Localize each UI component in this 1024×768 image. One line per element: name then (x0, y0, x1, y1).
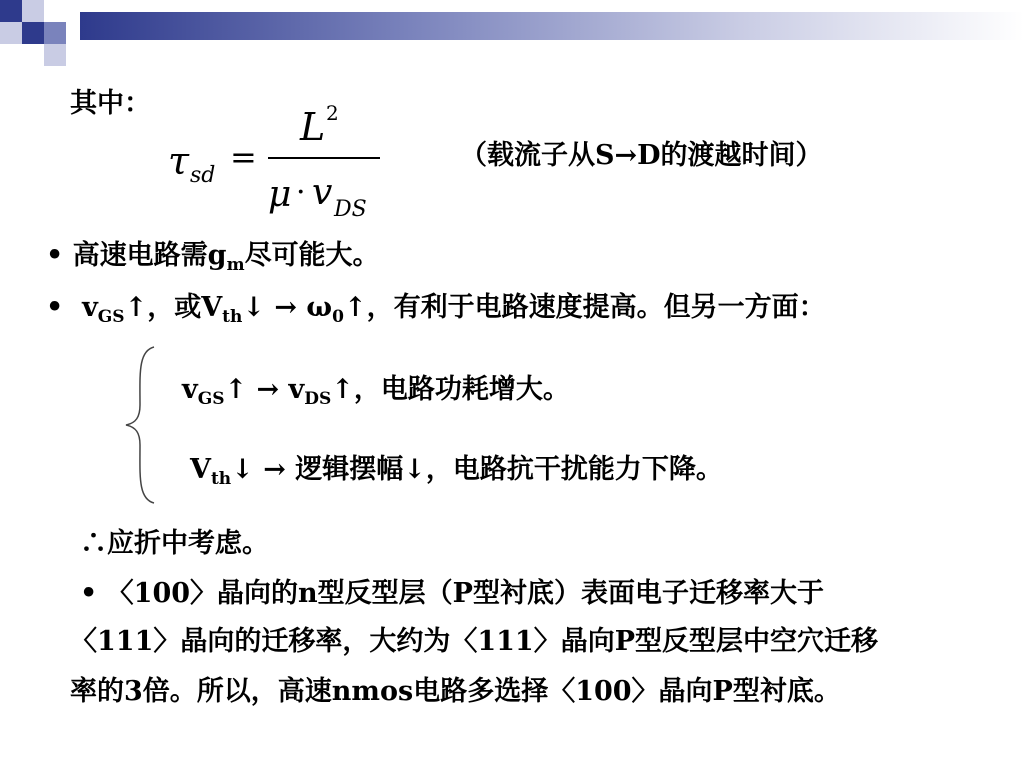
bullet-transconductance (46, 240, 380, 275)
bullet-marker: • (46, 240, 64, 271)
header-square (44, 22, 66, 44)
bullet-text: v (82, 292, 98, 323)
transit-time-formula (160, 96, 400, 226)
bullet-vgs (46, 292, 826, 327)
formula-note: （载流子从S→D的渡越时间） (460, 140, 823, 171)
header-square (44, 44, 66, 66)
subscript: GS (97, 307, 125, 327)
formula-denominator-mu: μ (268, 174, 292, 215)
header-square (22, 44, 44, 66)
bullet-mobility-line2: 〈111〉晶向的迁移率，大约为〈111〉晶向P型反型层中空穴迁移 (70, 626, 879, 657)
subscript: th (210, 469, 232, 489)
intro-label: 其中： (70, 88, 151, 119)
subscript: th (222, 307, 243, 327)
header-band (80, 12, 1024, 40)
header-square (0, 0, 22, 22)
formula-denominator-dot: · (296, 175, 306, 210)
bullet-text: ↑，有利于电路速度提高。但另一方面： (343, 292, 826, 323)
bullet-text: 尽可能大。 (244, 240, 380, 271)
bullet-mobility-line1: • 〈100〉晶向的n型反型层（P型衬底）表面电子迁移率大于 (80, 578, 824, 609)
formula-tau: τ (168, 139, 190, 183)
formula-denominator-sub: DS (334, 197, 367, 222)
formula-tau-sub: sd (190, 163, 216, 188)
formula-equals: = (230, 138, 257, 176)
case-noise-margin (190, 454, 723, 489)
case-text: ↑ → v (224, 374, 305, 405)
left-brace (124, 345, 160, 505)
bullet-mobility-line3: 率的3倍。所以，高速nmos电路多选择〈100〉晶向P型衬底。 (70, 676, 841, 707)
header-square (22, 22, 44, 44)
header-square (0, 22, 22, 44)
header-square (22, 0, 44, 22)
header-square (44, 0, 66, 22)
case-text: V (190, 454, 211, 485)
case-text: v (182, 374, 198, 405)
bullet-marker: • (46, 292, 64, 323)
bullet-text: ↑，或V (124, 292, 223, 323)
formula-numerator-exp: 2 (326, 101, 339, 125)
conclusion: ∴应折中考虑。 (80, 528, 269, 559)
bullet-text: 高速电路需g (72, 240, 227, 271)
formula-numerator-L: L (300, 105, 326, 149)
subscript: DS (304, 389, 332, 409)
case-power (182, 374, 570, 409)
case-text: ↓ → 逻辑摆幅↓，电路抗干扰能力下降。 (231, 454, 723, 485)
subscript: m (226, 255, 245, 275)
subscript: 0 (332, 307, 344, 327)
subscript: GS (197, 389, 225, 409)
bullet-text: ↓ → ω (242, 292, 333, 323)
case-text: ↑，电路功耗增大。 (331, 374, 570, 405)
formula-denominator-v: v (312, 172, 333, 213)
